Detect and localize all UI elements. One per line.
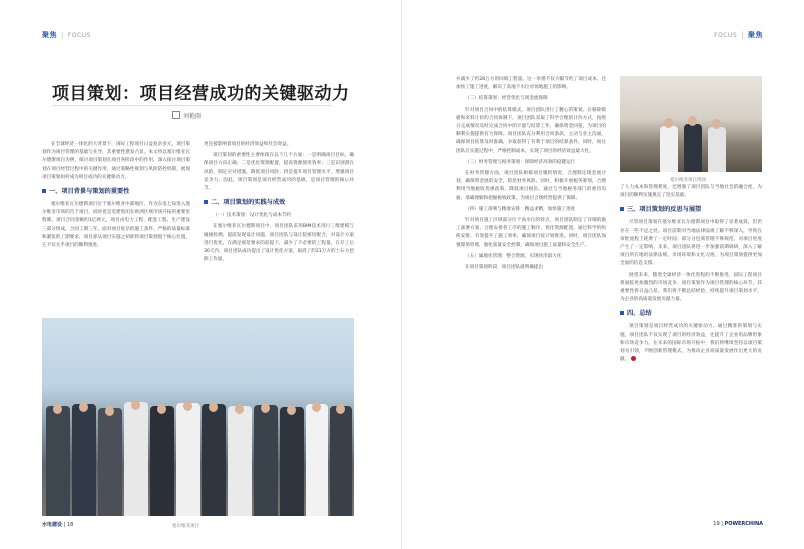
section-label-cn: 聚焦 bbox=[42, 31, 57, 39]
paragraph: 展望未来，随着全球经济一体化进程的不断推进，国际工程项目将面临更加激烈的市场竞争。项目策划作为项目管理的核心环节，其重要性将日益凸显。我们将不断总结经验，持续提升项目策划水平，为企业的高质量发展贡献力量。 bbox=[620, 272, 762, 303]
right-page bbox=[402, 0, 804, 549]
site-photo bbox=[620, 76, 762, 172]
sub-heading: （一）技术策划：设计优化与成本节约 bbox=[213, 213, 292, 219]
section-heading-3: 三、项目策划的反思与展望 bbox=[620, 206, 762, 214]
paragraph: 在财务管理方面，项目团队根据项目履约情况，合理制定现金流计划，确保资金链的安全，防范财务风险。同时，积极开展税务筹划，合理利用当地税收优惠政策，降低项目税负。通过与当地税务部门的密切沟通，准确理解和把握税收政策，为项目合规经营提供了保障。 bbox=[456, 171, 606, 201]
intro-paragraph: 在全球经济一体化的大背景下，国际工程项目日益复杂多元，项目策划作为项目管理的基础与先导，其重要性愈发凸显。本文将以塞尔维亚瓦尔德斯项目为例，探讨项目策划在项目各阶段中的作用，深入探讨项目策划在项目经营过程中的关键作用，通过策略性规划与风险防控机制，展现项目策划如何成为项目成功的关键驱动力。 bbox=[42, 142, 190, 180]
footer-left: 水电建设 | 18 bbox=[42, 522, 74, 528]
article-title: 项目策划：项目经营成功的关键驱动力 bbox=[52, 84, 350, 104]
footer-right: 19 | POWERCHINA bbox=[713, 521, 763, 527]
column-4 bbox=[620, 184, 762, 367]
group-photo bbox=[42, 318, 354, 516]
paragraph: 针对项目合同中的结算模式，项目团队进行了精心的策划。在移除模板和来料计价的合同体制下，项目团队采取了科学合理的计价方式，按照日完成情况及时完成合同中的计量与结算工作，确保资金回笼，为项目的顺利实施提供有力保障。项目团队充分利用合同条款，主动与业主沟通，确保项目结算及时准确，争取获得了有利于项目的结算条件。同时，项目团队在实施过程中，严格控制成本，实现了项目的经济效益最大化。 bbox=[456, 107, 606, 154]
paragraph: 项目策划的重要性主要体现在以下几个方面：一是明确项目目标，确保项目方向正确；二是优化资源配置，提高资源使用效率；三是识别潜在风险，制定应对措施，降低项目风险；四是提升项目管理水平，增强项目竞争力。因此，项目策划是项目经营成功的基础，是项目管理的核心环节。 bbox=[204, 153, 354, 192]
column-2 bbox=[204, 141, 354, 267]
paragraph: 在塞尔维亚瓦尔德斯项目中，项目团队采用BIM技术进行三维建模与碰撞检测，提前发现设计问题，项目团队与设计院密切配合，对设计方案进行优化，在满足规范要求的前提下，减少了不必要的工程量。在开工后30天内，项目团队成功提出了设计优化方案，取消了约21万方的土石方挖除工作量， bbox=[204, 224, 354, 263]
paragraph: 更直接影响着项目的经济效益和社会效益。 bbox=[204, 142, 292, 147]
brand-name: POWERCHINA bbox=[724, 521, 763, 527]
section-label-cn: 聚焦 bbox=[748, 31, 763, 39]
paragraph: 了人力成本和管理难度，还增强了项目团队与当地社会的融合度，为项目的顺利实施奠定了坚实基础。 bbox=[620, 185, 762, 199]
page-number: 19 bbox=[713, 521, 720, 527]
sub-heading: （四）施工部署与精准安排：精益求精，加快施工进度 bbox=[465, 206, 576, 212]
section-label-en: FOCUS bbox=[714, 32, 738, 39]
paragraph: 在项目策划阶段，项目团队就明确提出 bbox=[465, 265, 544, 271]
photo-caption: 塞尔维亚项目现场 bbox=[670, 178, 706, 183]
section-heading-2: 二、项目策划的实践与成效 bbox=[204, 199, 354, 207]
paragraph: 针对项目施工区域部分位于高水位的特点，项目团队制定了详细的施工部署方案，合理安排各工序的施工顺序，优化资源配置。通过科学的组织安排，有效提升了施工效率，确保项目按计划推进。同时，项目团队加强现场管理，强化质量安全控制，确保项目施工质量和安全生产。 bbox=[456, 218, 606, 248]
closing-paragraph: 项目策划是项目经营成功的关键驱动力。通过精准的策划与实施，项目团队不仅实现了项目的经济效益，还提升了企业的品牌形象和市场竞争力。在未来的国际市场开拓中，我们将继续坚持以项目策划为引领，不断创新管理模式，为推动企业高质量发展作出更大的贡献。 bbox=[620, 324, 762, 363]
photo-caption: 塞尔维亚项目 bbox=[172, 524, 199, 529]
section-header-left: 聚焦 | FOCUS bbox=[42, 31, 91, 39]
section-label-en: FOCUS bbox=[67, 32, 91, 39]
paragraph bbox=[620, 323, 762, 364]
column-3 bbox=[456, 76, 606, 275]
paragraph: 塞尔维亚瓦尔德斯项目位于塞尔维亚中部地区，作为东电七局进入塞尔维亚市场的首个项目，同时也是电建集团在欧洲区域市场开拓的重要里程碑。项目合同金额约1亿欧元，项目由电力工程、配套工程、生产建设三部分组成，合同工期三年。面对项目复杂的施工条件、严格的质量标准和紧张的工期要求，项目部从项目实施之初即将项目策划置于核心位置。它不仅关乎项目的顺利推进， bbox=[42, 202, 190, 249]
section-heading-4: 四、总结 bbox=[620, 310, 762, 318]
paragraph: 尽管项目策划在塞尔维亚瓦尔德斯项目中取得了显著成效，但仍存在一些不足之处。项目前期对当地法律法规了解不够深入，导致在审批流程上耗费了一定时间；部分分包商管理不够规范，对项目进度产生了一定影响。未来，项目团队将进一步加强前期调研，深入了解项目所在地的法律法规、市场环境和文化习俗，为项目策划提供更加全面的信息支撑。 bbox=[620, 220, 762, 267]
sub-heading: （五）属地化管理：整合资源，实现经济最大化 bbox=[465, 253, 562, 259]
section-header-right: FOCUS | 聚焦 bbox=[714, 31, 763, 39]
section-heading-1: 一、项目背景与策划的重要性 bbox=[42, 188, 190, 196]
title-divider bbox=[52, 105, 332, 106]
magazine-title: 水电建设 bbox=[42, 522, 63, 528]
end-mark-icon bbox=[631, 356, 636, 361]
sub-heading: （三）财务管理与税务策划：保障经济高效的稳健运行 bbox=[465, 159, 576, 165]
author-line: 刘艳雨 bbox=[172, 111, 201, 120]
page-number: 18 bbox=[66, 522, 74, 528]
sub-heading: （二）结算策划：经营优化与现金流保障 bbox=[465, 96, 548, 102]
paragraph: 并减少了约28万方的回填工程量。这一举措不仅大幅节约了项目成本，还加快了施工进度，解决了高地下水位对场地施工的影响。 bbox=[456, 77, 606, 91]
column-1 bbox=[42, 141, 190, 253]
